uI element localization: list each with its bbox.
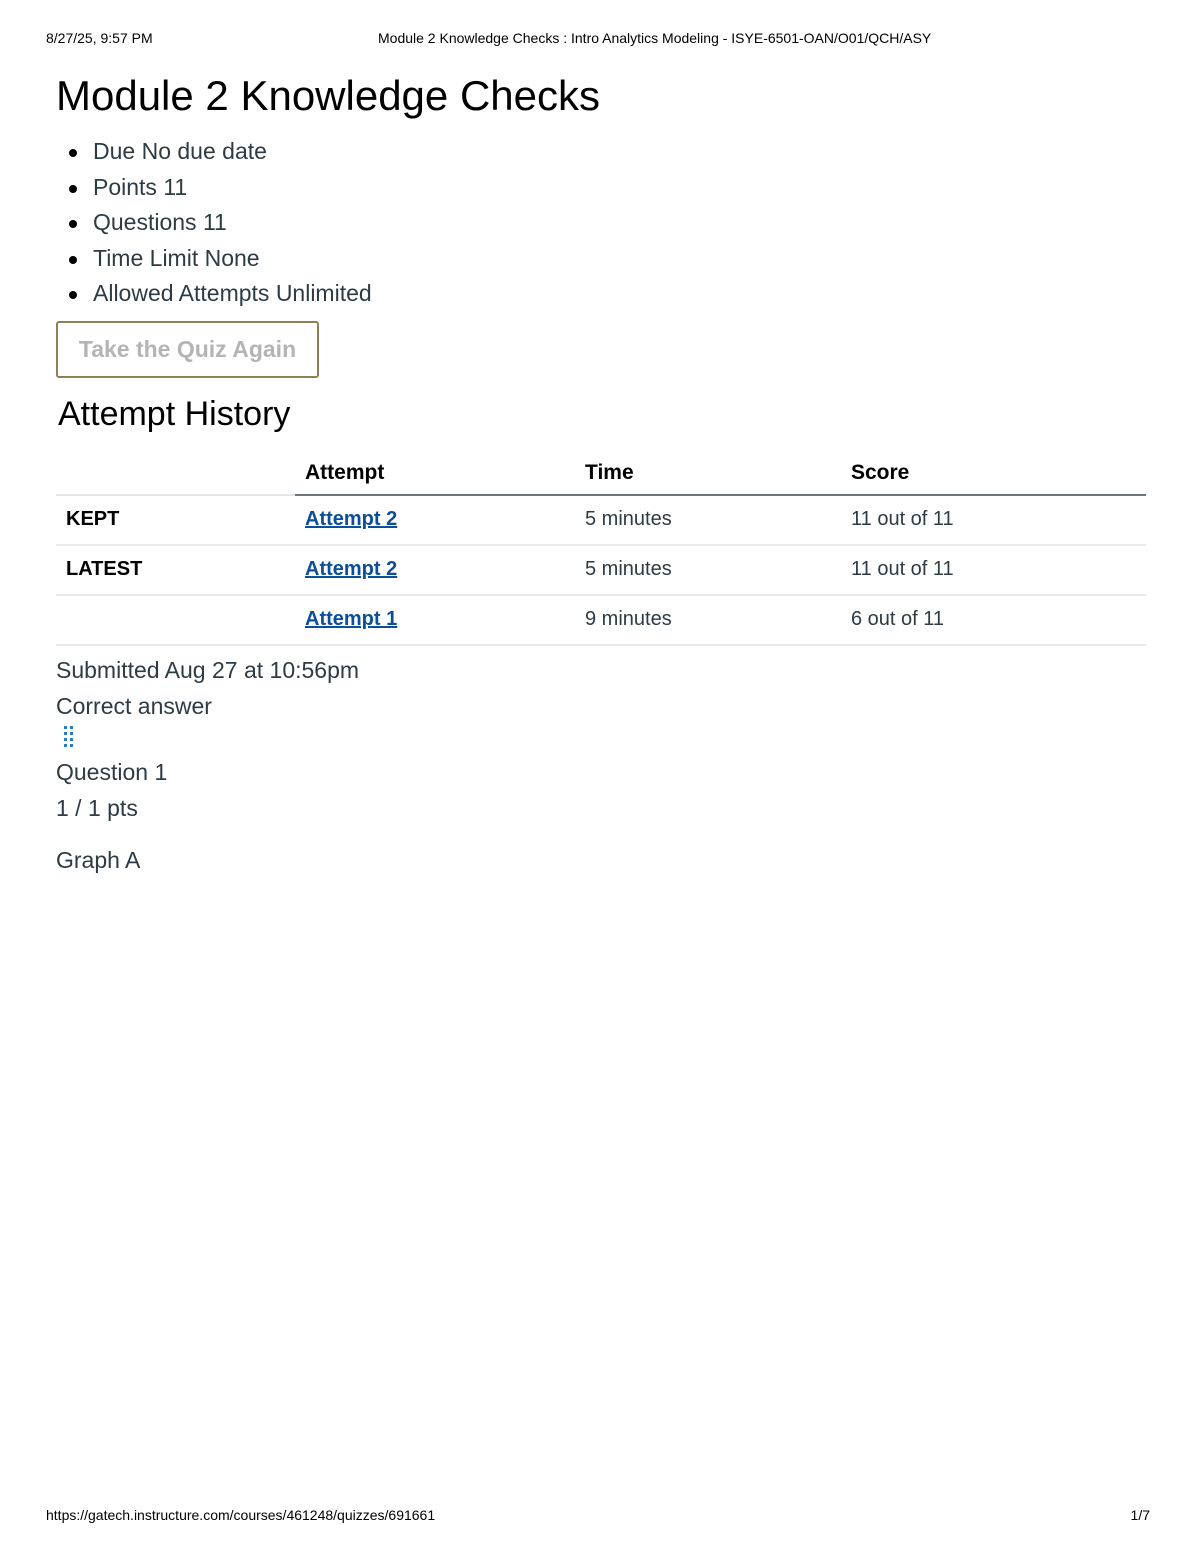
submitted-timestamp: Submitted Aug 27 at 10:56pm (56, 656, 360, 683)
score-cell: 11 out of 11 (841, 545, 1146, 595)
table-header-row (56, 452, 1146, 495)
attempt-link[interactable]: Attempt 2 (305, 558, 398, 580)
detail-questions (56, 205, 1146, 241)
score-cell: 6 out of 11 (841, 595, 1146, 645)
attempt-link[interactable]: Attempt 2 (305, 508, 398, 530)
header-score: Score (841, 452, 1146, 495)
row-status-label: LATEST (56, 545, 295, 595)
table-row (56, 545, 1146, 595)
attempt-link[interactable]: Attempt 1 (305, 608, 398, 630)
table-row (56, 495, 1146, 545)
detail-label: Due (93, 138, 136, 164)
row-status-label (56, 595, 295, 645)
print-page-number: 1/7 (1130, 1507, 1150, 1523)
print-url: https://gatech.instructure.com/courses/461248/quizzes/691661 (46, 1507, 436, 1523)
quiz-details-list (56, 134, 1146, 312)
attempt-cell (295, 595, 575, 645)
detail-value: 11 (202, 209, 227, 235)
detail-points (56, 170, 1146, 206)
detail-value: Unlimited (275, 280, 372, 306)
drag-handle-icon[interactable] (62, 724, 76, 750)
header-attempt: Attempt (295, 452, 575, 495)
row-status-label: KEPT (56, 495, 295, 545)
detail-label: Points (93, 173, 157, 200)
print-header (46, 30, 1154, 48)
time-cell: 5 minutes (575, 545, 841, 595)
detail-label: Allowed Attempts (93, 280, 270, 306)
print-footer (46, 1507, 1150, 1525)
table-row (56, 595, 1146, 645)
header-empty (56, 452, 295, 495)
question-points: 1 / 1 pts (56, 794, 138, 821)
take-quiz-again-button[interactable]: Take the Quiz Again (56, 321, 319, 378)
page-title: Module 2 Knowledge Checks (56, 72, 600, 119)
question-text: Graph A (56, 846, 141, 873)
detail-value: None (204, 244, 260, 271)
header-time: Time (575, 452, 841, 495)
attempt-cell (295, 495, 575, 545)
print-page-title: Module 2 Knowledge Checks : Intro Analytics Modeling - ISYE-6501-OAN/O01/QCH/ASY (378, 30, 932, 46)
correct-answer-label: Correct answer (56, 692, 212, 719)
attempt-history-heading: Attempt History (58, 394, 291, 433)
detail-due (56, 134, 1146, 170)
detail-label: Questions (93, 209, 197, 235)
question-number: Question 1 (56, 758, 168, 785)
time-cell: 9 minutes (575, 595, 841, 645)
time-cell: 5 minutes (575, 495, 841, 545)
quiz-content (56, 70, 1146, 878)
detail-value: No due date (141, 138, 267, 164)
attempt-history-table (56, 452, 1146, 646)
attempt-cell (295, 545, 575, 595)
detail-label: Time Limit (93, 244, 199, 271)
detail-time-limit (56, 241, 1146, 277)
detail-value: 11 (163, 173, 188, 200)
print-datetime: 8/27/25, 9:57 PM (46, 30, 153, 46)
score-cell: 11 out of 11 (841, 495, 1146, 545)
detail-allowed-attempts (56, 276, 1146, 312)
